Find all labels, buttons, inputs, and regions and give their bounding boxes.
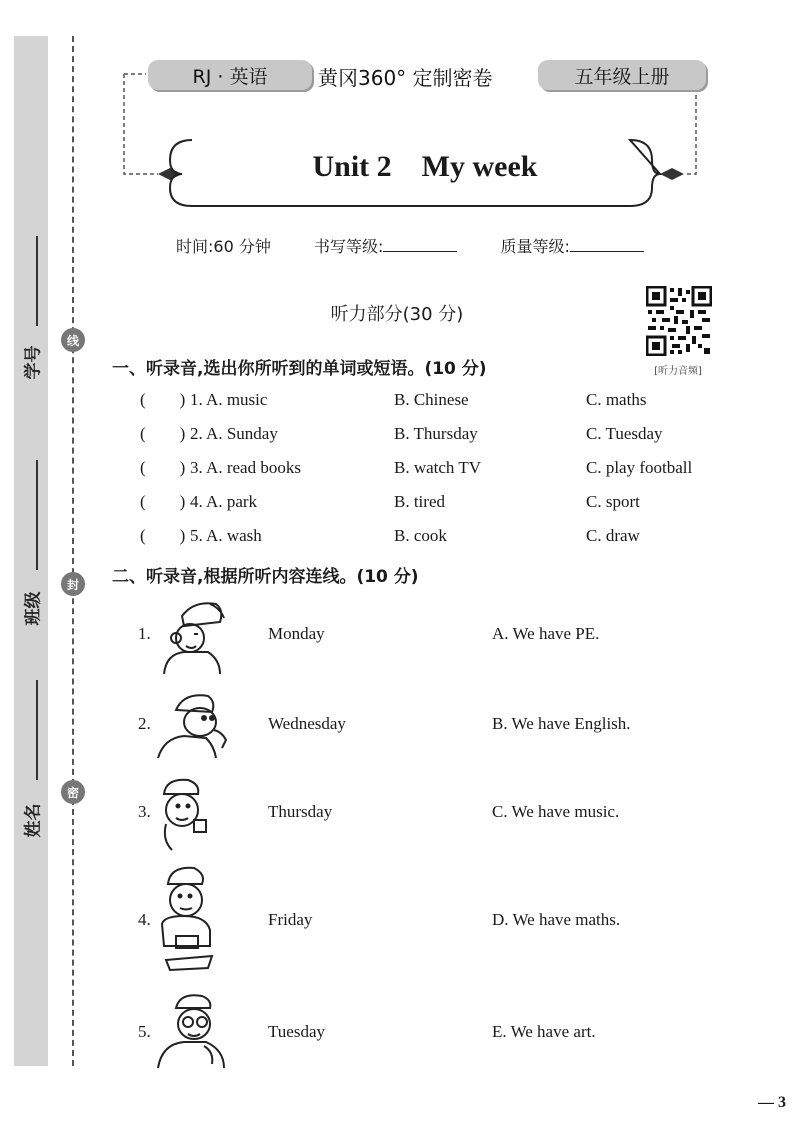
- option-a: 3. A. read books: [190, 458, 301, 477]
- day-label: Tuesday: [268, 1022, 325, 1041]
- day-label: Friday: [268, 910, 313, 929]
- class-label: 班级: [23, 591, 44, 626]
- row-number: 3.: [138, 802, 151, 821]
- grade-pill: 五年级上册: [538, 60, 706, 90]
- name-label: 姓名: [23, 803, 44, 838]
- subject-sentence: A. We have PE.: [492, 624, 600, 643]
- option-a: 5. A. wash: [190, 526, 262, 545]
- subject-sentence: B. We have English.: [492, 714, 631, 733]
- writing-grade-blank[interactable]: [383, 237, 457, 252]
- page-number: — 3: [758, 1094, 786, 1111]
- option-c: C. sport: [586, 492, 640, 511]
- answer-blank[interactable]: ( ): [140, 458, 186, 477]
- answer-blank[interactable]: ( ): [140, 492, 186, 511]
- day-label: Wednesday: [268, 714, 346, 733]
- qr-caption: [听力音频]: [654, 366, 702, 377]
- cartoon-boy-cake-icon: [154, 864, 224, 974]
- answer-blank[interactable]: ( ): [140, 526, 186, 545]
- subject-sentence: C. We have music.: [492, 802, 620, 821]
- cartoon-man-glasses-icon: [154, 992, 228, 1070]
- option-c: C. draw: [586, 526, 640, 545]
- name-line: [36, 680, 38, 780]
- section2-title: 二、听录音,根据所听内容连线。(10 分): [112, 567, 419, 587]
- option-b: B. Chinese: [394, 390, 469, 409]
- answer-blank[interactable]: ( ): [140, 424, 186, 443]
- subject-sentence: E. We have art.: [492, 1022, 596, 1041]
- option-b: B. Thursday: [394, 424, 478, 443]
- time-limit: 时间:60 分钟: [176, 237, 271, 256]
- subject-sentence: D. We have maths.: [492, 910, 621, 929]
- class-line: [36, 460, 38, 570]
- day-label: Thursday: [268, 802, 333, 821]
- option-a: 4. A. park: [190, 492, 258, 511]
- option-b: B. tired: [394, 492, 445, 511]
- row-number: 5.: [138, 1022, 151, 1041]
- option-a: 2. A. Sunday: [190, 424, 278, 443]
- cut-mark-seal: 封: [61, 572, 85, 596]
- brand-title: 黄冈360° 定制密卷: [318, 66, 493, 90]
- cartoon-man-hat-icon: [154, 600, 228, 676]
- cut-mark-line: 线: [61, 328, 85, 352]
- option-b: B. cook: [394, 526, 447, 545]
- cartoon-boy-cap-icon: [154, 776, 214, 852]
- cut-line: [72, 36, 74, 1066]
- option-c: C. play football: [586, 458, 693, 477]
- binding-strip: [14, 36, 48, 1066]
- unit-title: Unit 2 My week: [312, 150, 538, 183]
- student-id-label: 学号: [23, 345, 44, 380]
- option-b: B. watch TV: [394, 458, 482, 477]
- exam-meta: [176, 234, 682, 257]
- row-number: 4.: [138, 910, 151, 929]
- option-c: C. maths: [586, 390, 647, 409]
- cartoon-man-thinking-icon: [154, 690, 232, 760]
- quality-grade-blank[interactable]: [570, 237, 644, 252]
- row-number: 2.: [138, 714, 151, 733]
- quality-grade: 质量等级:: [500, 234, 643, 257]
- answer-blank[interactable]: ( ): [140, 390, 186, 409]
- row-number: 1.: [138, 624, 151, 643]
- subject-pill: RJ · 英语: [148, 60, 312, 90]
- option-a: 1. A. music: [190, 390, 268, 409]
- cut-mark-secret: 密: [61, 780, 85, 804]
- day-label: Monday: [268, 624, 325, 643]
- writing-grade: 书写等级:: [314, 234, 457, 257]
- qr-code-icon[interactable]: [646, 286, 712, 356]
- section1-title: 一、听录音,选出你所听到的单词或短语。(10 分): [112, 359, 487, 379]
- listening-title: 听力部分(30 分): [330, 304, 464, 325]
- option-c: C. Tuesday: [586, 424, 663, 443]
